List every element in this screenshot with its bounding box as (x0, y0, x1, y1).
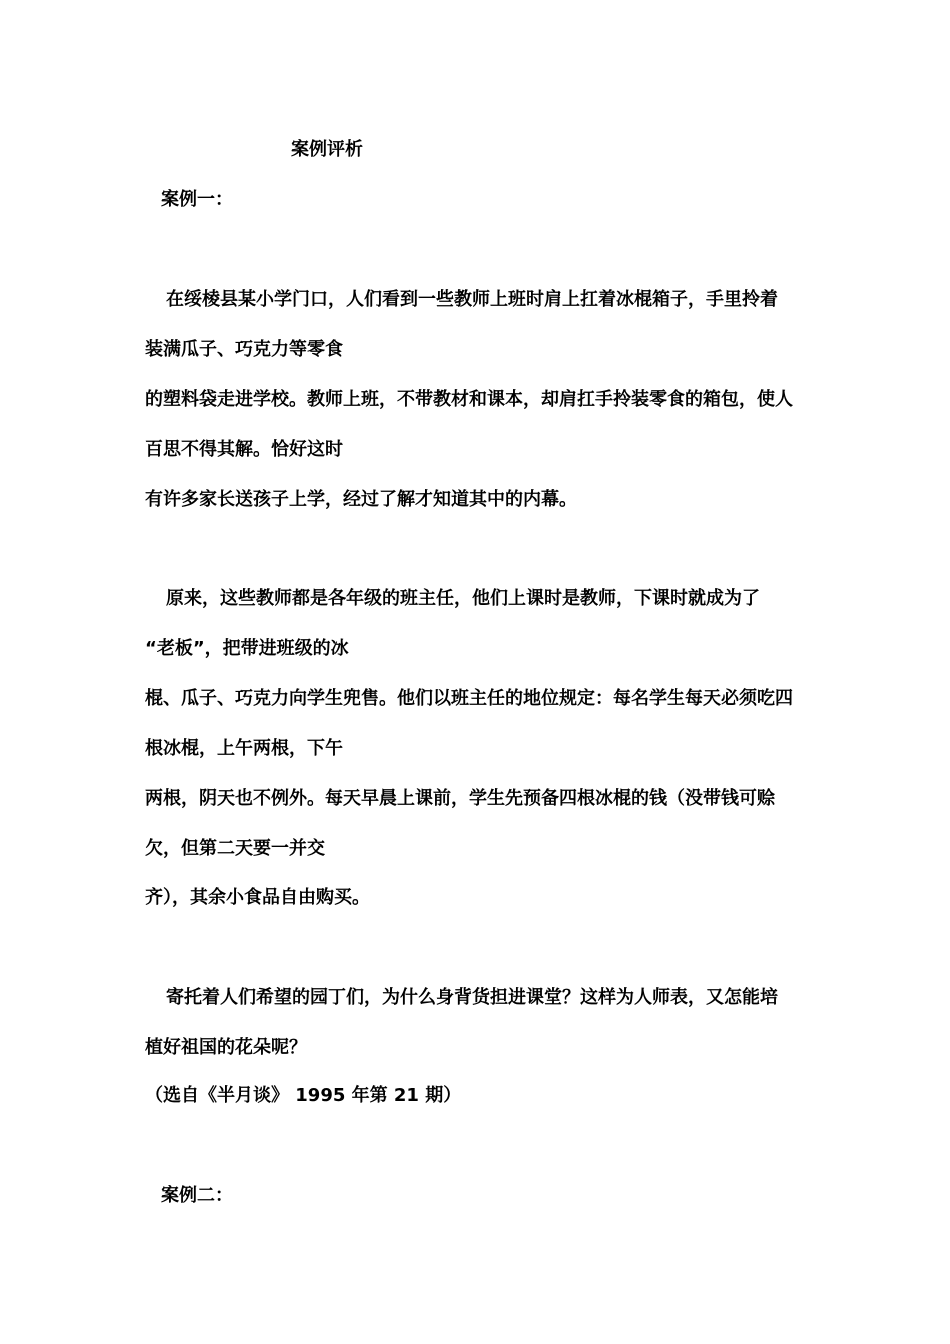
document-title: 案例评析 (291, 139, 363, 160)
paragraph-line: 的塑料袋走进学校。教师上班，不带教材和课本，却肩扛手拎装零食的箱包，使人 (145, 389, 793, 410)
paragraph-line: 棍、瓜子、巧克力向学生兜售。他们以班主任的地位规定：每名学生每天必须吃四 (145, 688, 793, 709)
paragraph-line: 植好祖国的花朵呢？ (145, 1037, 307, 1058)
paragraph-line: 百思不得其解。恰好这时 (145, 439, 343, 460)
paragraph-line: 装满瓜子、巧克力等零食 (145, 339, 343, 360)
case-two-heading: 案例二： (161, 1185, 233, 1206)
paragraph-line: 寄托着人们希望的园丁们，为什么身背货担进课堂？这样为人师表，又怎能培 (166, 987, 778, 1008)
paragraph-line: “老板”，把带进班级的冰 (145, 638, 349, 659)
paragraph-line: 两根，阴天也不例外。每天早晨上课前，学生先预备四根冰棍的钱（没带钱可赊 (145, 788, 775, 809)
paragraph-line: 欠，但第二天要一并交 (145, 838, 325, 859)
case-one-heading: 案例一： (161, 189, 233, 210)
paragraph-line: 有许多家长送孩子上学，经过了解才知道其中的内幕。 (145, 489, 577, 510)
paragraph-line: 齐），其余小食品自由购买。 (145, 887, 370, 908)
paragraph-line: 根冰棍，上午两根，下午 (145, 738, 343, 759)
paragraph-line: 原来，这些教师都是各年级的班主任，他们上课时是教师，下课时就成为了 (166, 588, 760, 609)
paragraph-line: 在绥棱县某小学门口，人们看到一些教师上班时肩上扛着冰棍箱子，手里拎着 (166, 289, 778, 310)
source-citation: （选自《半月谈》 1995 年第 21 期） (145, 1085, 462, 1106)
